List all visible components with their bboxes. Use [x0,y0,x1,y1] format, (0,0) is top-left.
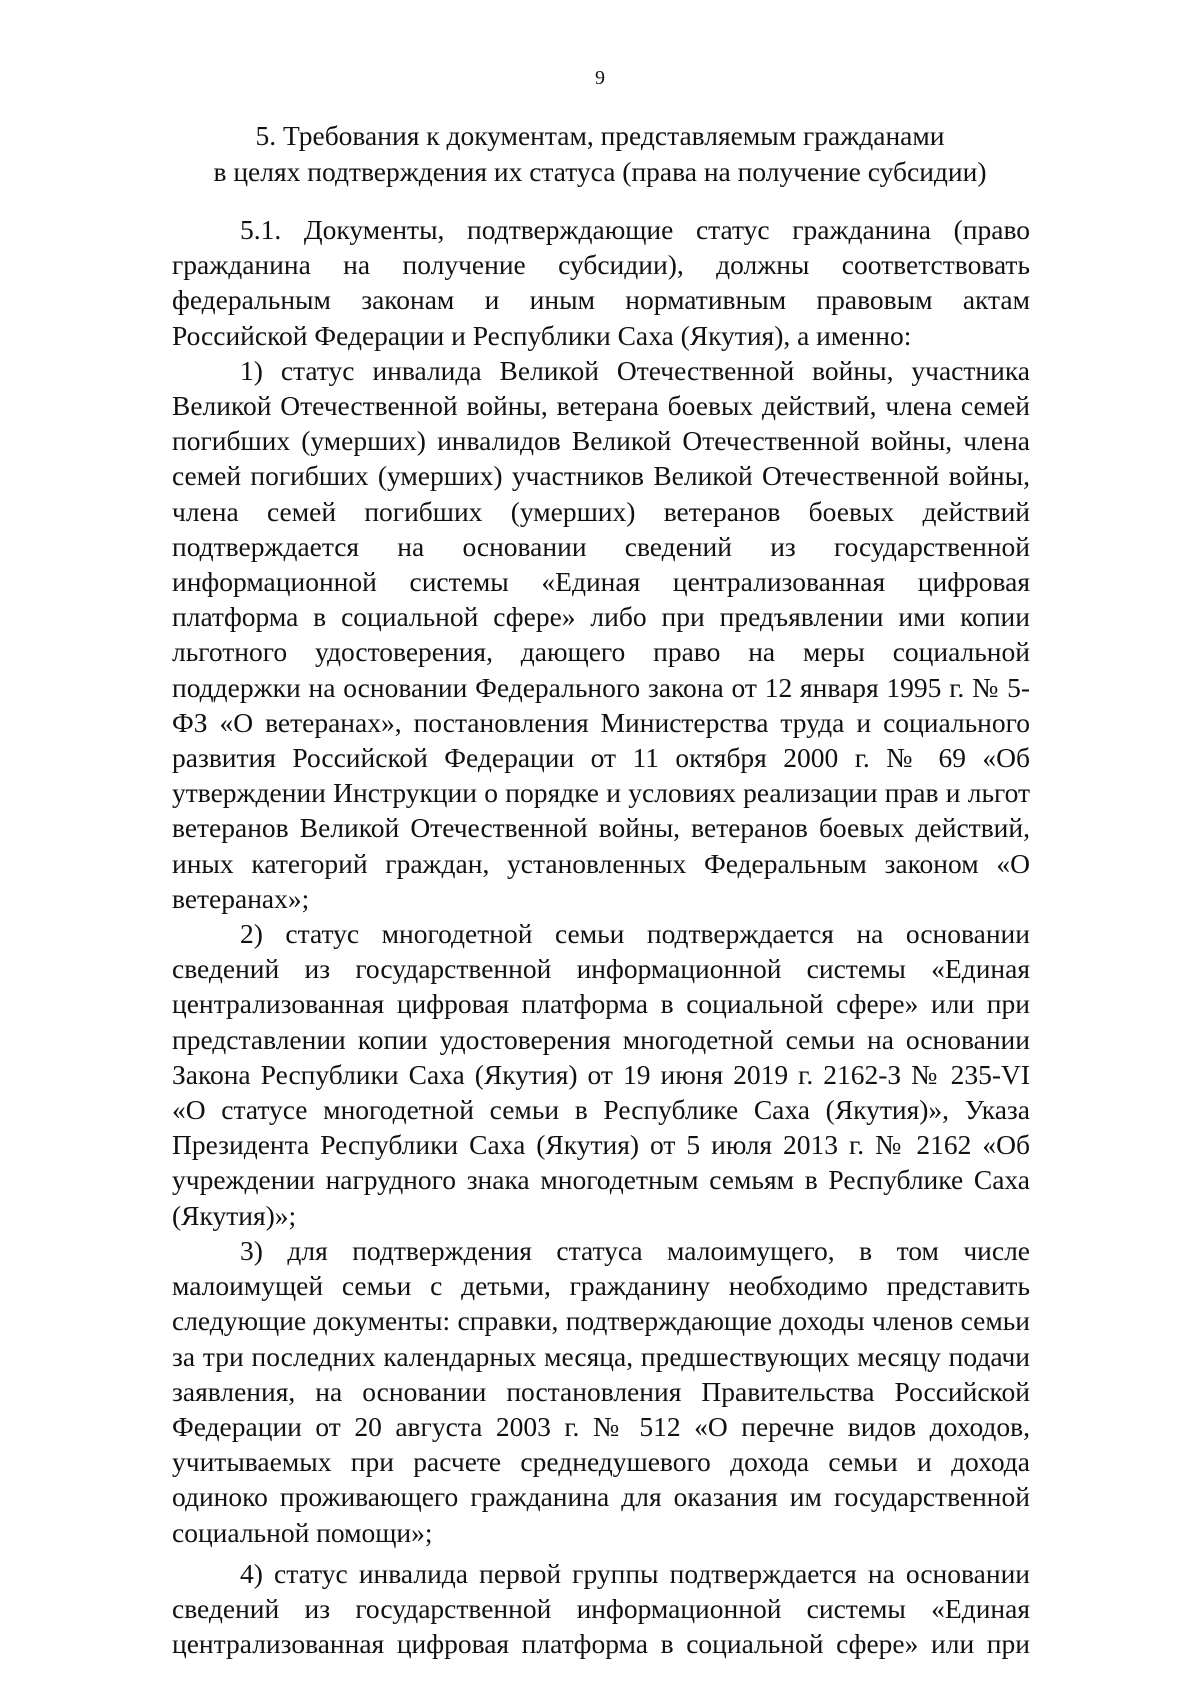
paragraph-5-1 [172,212,1030,353]
list-item-2-text: 2) статус многодетной семьи подтверждается на основании сведений из государственной информационной системы «Единая централизованная цифровая платформа в социальной сфере» или при представлении копии удостоверения многодетной семьи на основании Закона Республики Саха (Якутия) от 19 июня 2019 г. 2162-З № 235-VI «О статусе многодетной семьи в Республике Саха (Якутия)», Указа Президента Республики Саха (Якутия) от 5 июля 2013 г. № 2162 «Об учреждении нагрудного знака многодетным семьям в Республике Саха (Якутия)»; [172,918,1030,1231]
list-item-1-text: 1) статус инвалида Великой Отечественной войны, участника Великой Отечественной войны, ветерана боевых действий, члена семей погибших (умерших) инвалидов Великой Отечественной войны, члена семей погибших (умерших) участников Великой Отечественной войны, члена семей погибших (умерших) ветеранов боевых действий подтверждается на основании сведений из государственной информационной системы «Единая централизованная цифровая платформа в социальной сфере» либо при предъявлении ими копии льготного удостоверения, дающего право на меры социальной поддержки на основании Федерального закона от 12 января 1995 г. № 5-ФЗ «О ветеранах», постановления Министерства труда и социального развития Российской Федерации от 11 октября 2000 г. № 69 «Об утверждении Инструкции о порядке и условиях реализации прав и льгот ветеранов Великой Отечественной войны, ветеранов боевых действий, иных категорий граждан, установленных Федеральным законом «О ветеранах»; [172,354,1030,914]
section-body [172,212,1030,1661]
list-item-1 [172,353,1030,916]
list-item-3 [172,1233,1030,1550]
list-item-4-text: 4) статус инвалида первой группы подтверждается на основании сведений из государственной информационной системы «Единая централизованная цифровая платформа в социальной сфере» или при [172,1557,1030,1660]
list-item-3-text: 3) для подтверждения статуса малоимущего, в том числе малоимущей семьи с детьми, гражданину необходимо представить следующие документы: справки, подтверждающие доходы членов семьи за три последних календарных месяца, предшествующих месяцу подачи заявления, на основании постановления Правительства Российской Федерации от 20 августа 2003 г. № 512 «О перечне видов доходов, учитываемых при расчете среднедушевого дохода семьи и дохода одиноко проживающего гражданина для оказания им государственной социальной помощи»; [172,1234,1030,1548]
paragraph-5-1-text: 5.1. Документы, подтверждающие статус гражданина (право гражданина на получение субсидии), должны соответствовать федеральным законам и иным нормативным правовым актам Российской Федерации и Республики Саха (Якутия), а именно: [172,214,1030,351]
section-heading-line-1: 5. Требования к документам, представляемым гражданами [255,120,945,151]
section-heading-line-2: в целях подтверждения их статуса (права на получение субсидии) [213,156,987,187]
section-heading [170,118,1030,190]
page-number: 9 [595,67,605,89]
list-item-2 [172,916,1030,1233]
list-item-4 [172,1556,1030,1662]
